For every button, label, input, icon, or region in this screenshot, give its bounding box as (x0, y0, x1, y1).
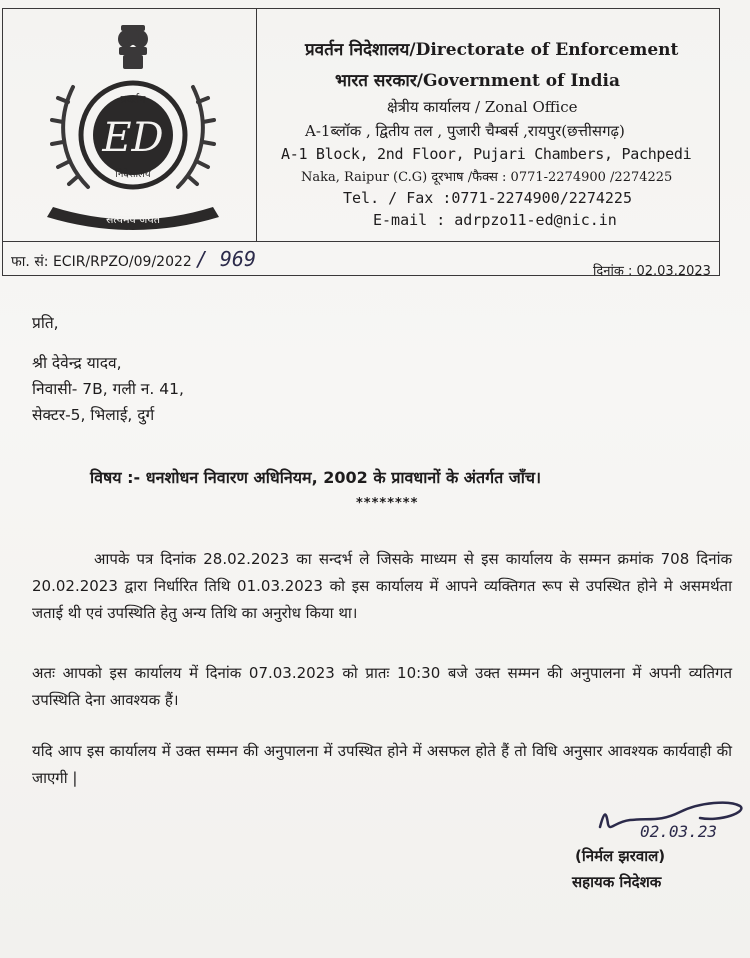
org-email[interactable]: E-mail : adrpzo11-ed@nic.in (373, 211, 617, 229)
recipient-address-line: निवासी- 7B, गली न. 41, (32, 380, 184, 398)
org-government: भारत सरकार/Government of India (335, 71, 621, 91)
recipient-salutation: प्रति, (32, 314, 59, 332)
org-address-hindi: A-1ब्लॉक , द्वितीय तल , पुजारी चैम्बर्स ,रायपुर(छत्तीसगढ़) (305, 122, 625, 140)
signer-name: (निर्मल झरवाल) (575, 847, 666, 865)
org-telephone: Tel. / Fax :0771-2274900/2274225 (343, 189, 632, 207)
letter-date: दिनांक : 02.03.2023 (593, 264, 711, 279)
letterhead-divider-vertical (256, 9, 257, 241)
emblem-motto: सत्यमेव जयते (105, 213, 161, 226)
recipient-address (32, 350, 732, 428)
org-name: प्रवर्तन निदेशालय/Directorate of Enforcement (305, 40, 679, 60)
letterhead (2, 8, 720, 279)
ed-emblem-logo (33, 17, 233, 237)
emblem-monogram: ED (102, 115, 164, 161)
file-number-text: फा. सं: ECIR/RPZO/09/2022 (11, 254, 192, 270)
letter-subject: विषय :- धनशोधन निवारण अधिनियम, 2002 के प्रावधानों के अंतर्गत जाँच। (90, 468, 542, 487)
file-number-handwritten: / 969 (195, 247, 257, 271)
organization-address-block (275, 37, 715, 229)
signer-designation: सहायक निदेशक (572, 873, 662, 891)
body-paragraph-1: आपके पत्र दिनांक 28.02.2023 का सन्दर्भ ले जिसके माध्यम से इस कार्यालय के सम्मन क्रमांक 708 दिनांक 20.02.2023 द्वारा निर्धारित तिथि 01.03.2023 को इस कार्यालय में आपने व्यक्तिगत रूप से उपस्थित होने मे असमर्थता जताई थी एवं उपस्थिति हेतु अन्य तिथि का अनुरोध किया था। (32, 550, 732, 622)
signature-date: 02.03.23 (640, 822, 718, 841)
emblem-text-bottom: निदेशालय (115, 169, 151, 180)
subject-separator: ******** (356, 496, 419, 511)
org-address-english: A-1 Block, 2nd Floor, Pujari Chambers, Pachpedi (281, 145, 692, 163)
recipient-address-line: सेक्टर-5, भिलाई, दुर्ग (32, 406, 155, 424)
body-paragraph-2: अतः आपको इस कार्यालय में दिनांक 07.03.2023 को प्रातः 10:30 बजे उक्त सम्मन की अनुपालना में अपनी व्यतिगत उपस्थिति देना आवश्यक हैं। (32, 664, 732, 709)
file-number (11, 247, 256, 271)
recipient-name: श्री देवेन्द्र यादव, (32, 354, 122, 372)
org-address-phone-hindi: Naka, Raipur (C.G) दूरभाष /फैक्स : 0771-2274900 /2274225 (301, 170, 673, 185)
body-paragraph-3: यदि आप इस कार्यालय में उक्त सम्मन की अनुपालना में उपस्थित होने में असफल होते हैं तो विधि अनुसार आवश्यक कार्यवाही की जाएगी | (32, 742, 732, 787)
letterhead-divider-horizontal (3, 241, 719, 242)
ashoka-emblem-icon (118, 25, 148, 69)
org-office: क्षेत्रीय कार्यालय / Zonal Office (387, 98, 578, 116)
emblem-text-top: प्रवर्तन (120, 93, 146, 106)
